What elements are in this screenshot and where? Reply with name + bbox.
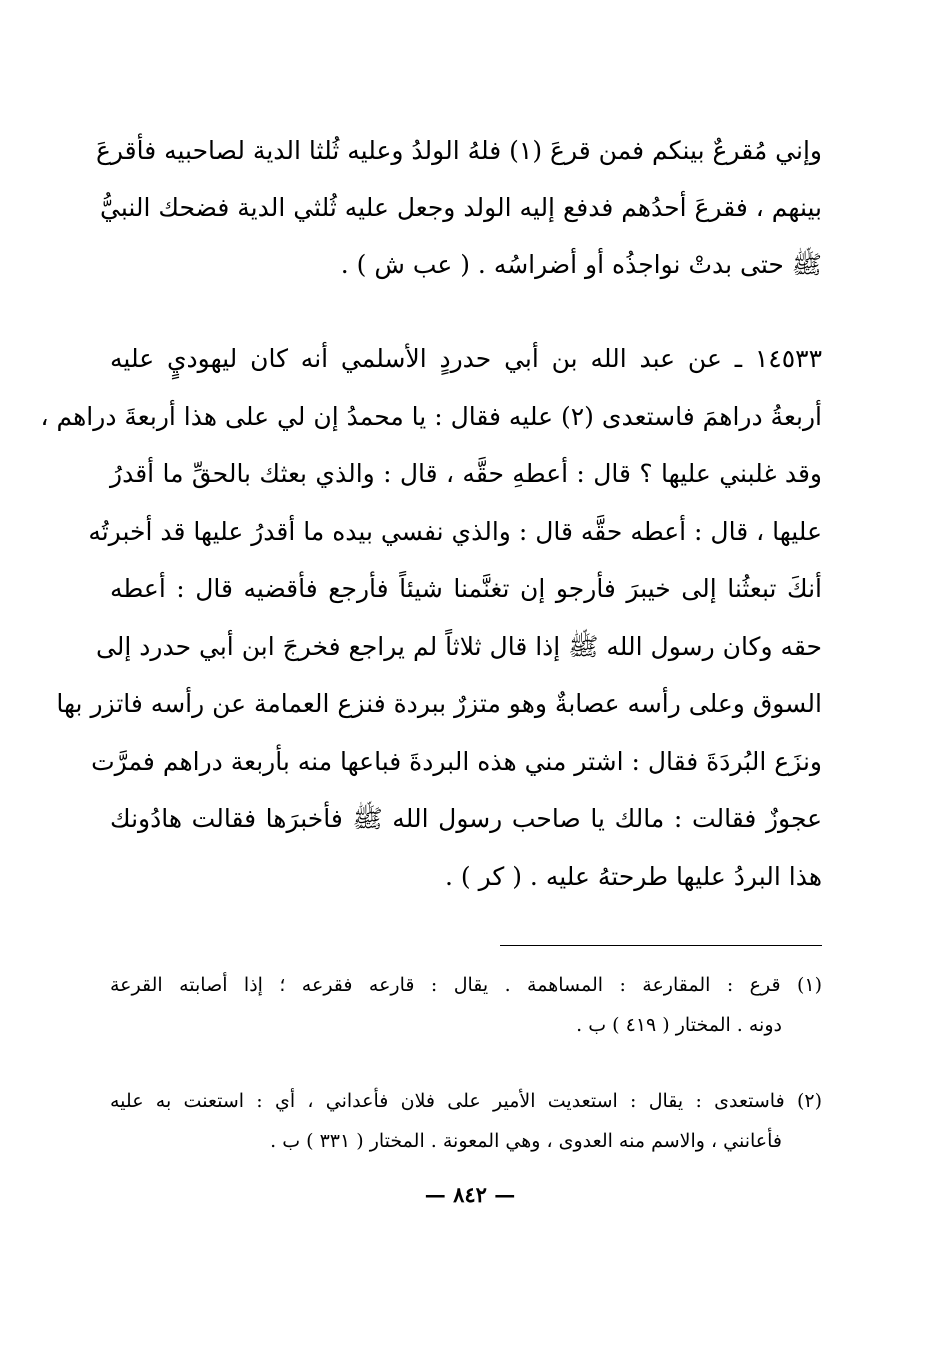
footnote-separator <box>500 945 822 946</box>
text-line: عجوزٌ فقالت : مالك يا صاحب رسول الله ﷺ فأخبرَها فقالت هادُونك <box>110 804 822 833</box>
text-line: بينهم ، فقرعَ أحدُهم فدفع إليه الولد وجعل عليه ثُلثي الدية فضحك النبيُّ <box>100 193 822 222</box>
text-line: ﷺ حتى بدتْ نواجذُه أو أضراسُه . ( عب ش ) . <box>340 250 822 279</box>
footnote-gap <box>110 1045 822 1081</box>
text-line: وقد غلبني عليها ؟ قال : أعطهِ حقَّه ، قال : والذي بعثك بالحقِّ ما أقدرُ <box>110 459 822 488</box>
text-line: ١٤٥٣٣ ـ عن عبد الله بن أبي حدردٍ الأسلمي أنه كان ليهوديٍ عليه <box>110 344 822 373</box>
text-line: أنكَ تبعثُنا إلى خيبرَ فأرجو إن تغنَّمنا شيئاً فأرجع فأقضيه قال : أعطه <box>110 574 822 603</box>
hadith-paragraph <box>40 330 822 905</box>
footnotes <box>110 965 822 1161</box>
text-line: السوق وعلى رأسه عصابةٌ وهو متزرٌ ببردة فنزع العمامة عن رأسه فاتزر بها <box>56 689 822 718</box>
text-line: وإني مُقرعٌ بينكم فمن قرعَ (١) فلهُ الولدُ وعليه ثُلثا الدية لصاحبيه فأقرعَ <box>95 136 822 165</box>
footnote-2-line: (٢) فاستعدى : يقال : استعديت الأمير على فلان فأعداني ، أي : استعنت به عليه <box>110 1090 822 1112</box>
text-line: ونزَع البُردَةَ فقال : اشتر مني هذه البردةَ فباعها منه بأربعة دراهم فمرَّت <box>91 746 822 776</box>
footnote-1-line: دونه . المختار ( ٤١٩ ) ب . <box>576 1014 782 1036</box>
text-line: عليها ، قال : أعطه حقَّه قال : والذي نفسي بيده ما أقدرُ عليها قد أخبرتُه <box>88 516 822 546</box>
footnote-1-line: (١) قرع : المقارعة : المساهمة . يقال : قارعه فقرعه ؛ إذا أصابته القرعة <box>110 974 822 996</box>
paragraph-continuation <box>95 122 822 293</box>
text-line: حقه وكان رسول الله ﷺ إذا قال ثلاثاً لم يراجع فخرجَ ابن أبي حدرد إلى <box>95 631 822 661</box>
text-line: هذا البردُ عليها طرحتهُ عليه . ( كر ) . <box>444 861 822 891</box>
footnote-2-line: فأعانني ، والاسم منه العدوى ، وهي المعونة . المختار ( ٣٣١ ) ب . <box>270 1130 782 1152</box>
text-line: أربعةُ دراهمَ فاستعدى (٢) عليه فقال : يا محمدُ إن لي على هذا أربعةَ دراهم ، <box>40 401 822 431</box>
page-number: — ٨٤٢ — <box>424 1182 516 1207</box>
